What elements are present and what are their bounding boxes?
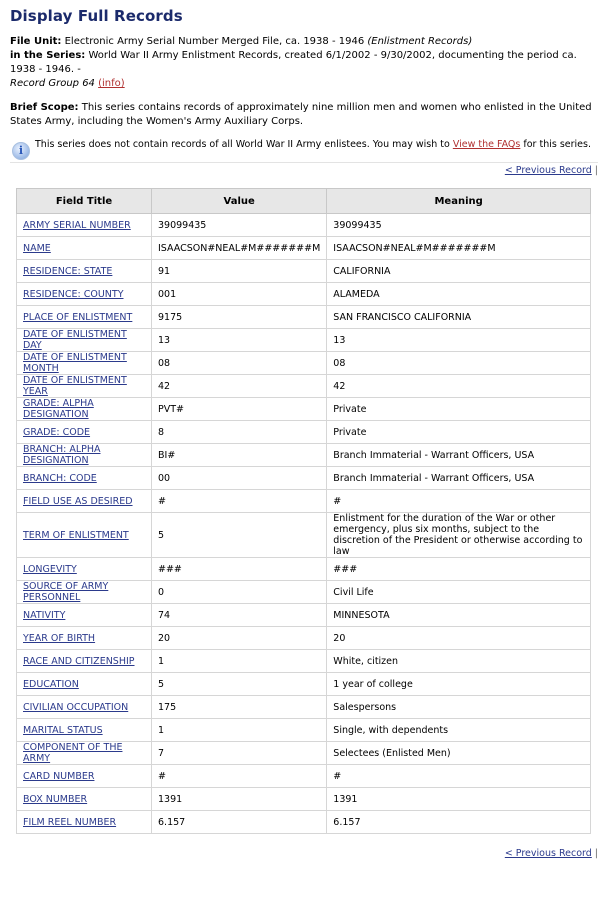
field-title-cell [17, 398, 152, 421]
field-title-link[interactable]: SOURCE OF ARMY PERSONNEL [23, 581, 109, 603]
meaning-cell: MINNESOTA [327, 604, 591, 627]
field-title-link[interactable]: FIELD USE AS DESIRED [23, 495, 133, 507]
table-row [17, 604, 591, 627]
field-title-link[interactable]: ARMY SERIAL NUMBER [23, 219, 131, 231]
series-value: World War II Army Enlistment Records, created 6/1/2002 - 9/30/2002, documenting the period ca. 1938 - 1946. - [10, 50, 577, 75]
field-title-link[interactable]: EDUCATION [23, 678, 79, 690]
value-cell: ### [152, 558, 327, 581]
value-cell: 00 [152, 467, 327, 490]
field-title-cell [17, 260, 152, 283]
value-cell: 74 [152, 604, 327, 627]
value-cell: 7 [152, 742, 327, 765]
field-title-link[interactable]: DATE OF ENLISTMENT DAY [23, 329, 127, 351]
field-title-link[interactable]: RACE AND CITIZENSHIP [23, 655, 135, 667]
meaning-cell: 13 [327, 329, 591, 352]
meaning-cell: Private [327, 398, 591, 421]
table-row [17, 306, 591, 329]
meaning-cell: 20 [327, 627, 591, 650]
field-title-link[interactable]: NATIVITY [23, 609, 66, 621]
table-row [17, 696, 591, 719]
meaning-cell: ISAACSON#NEAL#M#######M [327, 237, 591, 260]
value-cell: 13 [152, 329, 327, 352]
table-row [17, 490, 591, 513]
meaning-cell: # [327, 490, 591, 513]
table-row [17, 444, 591, 467]
previous-record-link-top[interactable]: < Previous Record [504, 165, 592, 176]
meaning-cell: Selectees (Enlisted Men) [327, 742, 591, 765]
series-label: in the Series: [10, 50, 86, 61]
value-cell: 39099435 [152, 214, 327, 237]
meaning-cell: 42 [327, 375, 591, 398]
field-title-link[interactable]: CIVILIAN OCCUPATION [23, 701, 129, 713]
meaning-cell: Civil Life [327, 581, 591, 604]
info-icon: i [12, 142, 30, 160]
field-title-link[interactable]: TERM OF ENLISTMENT [23, 529, 129, 541]
field-title-link[interactable]: COMPONENT OF THE ARMY [23, 742, 123, 764]
field-title-link[interactable]: FILM REEL NUMBER [23, 816, 117, 828]
field-title-cell [17, 513, 152, 558]
page-title: Display Full Records [10, 7, 183, 25]
field-title-link[interactable]: GRADE: ALPHA DESIGNATION [23, 398, 94, 420]
value-cell: PVT# [152, 398, 327, 421]
meaning-cell: # [327, 765, 591, 788]
table-row [17, 581, 591, 604]
field-title-cell [17, 742, 152, 765]
header-value: Value [152, 189, 327, 214]
field-title-link[interactable]: YEAR OF BIRTH [23, 632, 96, 644]
field-title-link[interactable]: RESIDENCE: STATE [23, 265, 113, 277]
file-unit-label: File Unit: [10, 36, 62, 47]
field-title-cell [17, 352, 152, 375]
bottom-nav [10, 847, 598, 861]
records-table [16, 188, 591, 834]
field-title-link[interactable]: DATE OF ENLISTMENT MONTH [23, 352, 127, 374]
notice-box [10, 138, 598, 156]
field-title-link[interactable]: NAME [23, 242, 51, 254]
meaning-cell: Enlistment for the duration of the War or other emergency, plus six months, subject to the discretion of the President or otherwise according to law [327, 513, 591, 558]
value-cell: 9175 [152, 306, 327, 329]
table-row [17, 719, 591, 742]
table-row [17, 260, 591, 283]
value-cell: 1 [152, 719, 327, 742]
table-row [17, 558, 591, 581]
meaning-cell: Single, with dependents [327, 719, 591, 742]
value-cell: BI# [152, 444, 327, 467]
value-cell: # [152, 765, 327, 788]
divider [10, 162, 598, 163]
value-cell: # [152, 490, 327, 513]
brief-scope-text: This series contains records of approximately nine million men and women who enlisted in the United States Army, including the Women's Army Auxiliary Corps. [10, 102, 592, 127]
value-cell: 0 [152, 581, 327, 604]
top-nav [10, 164, 598, 178]
field-title-link[interactable]: CARD NUMBER [23, 770, 95, 782]
header-field-title: Field Title [17, 189, 152, 214]
field-title-cell [17, 283, 152, 306]
notice-text: This series does not contain records of all World War II Army enlistees. You may wish to [35, 139, 450, 150]
meaning-cell: 1391 [327, 788, 591, 811]
field-title-cell [17, 421, 152, 444]
table-row [17, 742, 591, 765]
value-cell: 42 [152, 375, 327, 398]
field-title-cell [17, 696, 152, 719]
field-title-cell [17, 237, 152, 260]
header-meaning: Meaning [327, 189, 591, 214]
notice-text-end: for this series. [523, 139, 591, 150]
field-title-cell [17, 581, 152, 604]
table-row [17, 375, 591, 398]
meaning-cell: Branch Immaterial - Warrant Officers, USA [327, 467, 591, 490]
table-row [17, 237, 591, 260]
field-title-cell [17, 444, 152, 467]
meaning-cell: Salespersons [327, 696, 591, 719]
table-row [17, 467, 591, 490]
table-row [17, 627, 591, 650]
value-cell: 1391 [152, 788, 327, 811]
faq-link[interactable]: View the FAQs [452, 139, 521, 150]
meaning-cell: ### [327, 558, 591, 581]
nav-separator-bottom: | [594, 848, 598, 859]
previous-record-link-bottom[interactable]: < Previous Record [504, 848, 592, 859]
field-title-link[interactable]: RESIDENCE: COUNTY [23, 288, 124, 300]
field-title-link[interactable]: DATE OF ENLISTMENT YEAR [23, 375, 127, 397]
brief-scope [10, 101, 598, 129]
value-cell: 5 [152, 513, 327, 558]
meaning-cell: 1 year of college [327, 673, 591, 696]
field-title-cell [17, 719, 152, 742]
value-cell: 8 [152, 421, 327, 444]
info-link[interactable]: (info) [98, 78, 125, 89]
field-title-link[interactable]: MARITAL STATUS [23, 724, 103, 736]
value-cell: 20 [152, 627, 327, 650]
table-row [17, 788, 591, 811]
meaning-cell: 6.157 [327, 811, 591, 834]
meaning-cell: CALIFORNIA [327, 260, 591, 283]
field-title-link[interactable]: PLACE OF ENLISTMENT [23, 311, 133, 323]
field-title-cell [17, 306, 152, 329]
field-title-link[interactable]: BRANCH: CODE [23, 472, 97, 484]
meaning-cell: ALAMEDA [327, 283, 591, 306]
field-title-cell [17, 467, 152, 490]
field-title-cell [17, 329, 152, 352]
table-row [17, 352, 591, 375]
table-row [17, 421, 591, 444]
meaning-cell: Branch Immaterial - Warrant Officers, USA [327, 444, 591, 467]
field-title-cell [17, 788, 152, 811]
meaning-cell: White, citizen [327, 650, 591, 673]
table-row [17, 765, 591, 788]
field-title-cell [17, 558, 152, 581]
value-cell: 1 [152, 650, 327, 673]
field-title-cell [17, 673, 152, 696]
value-cell: 08 [152, 352, 327, 375]
value-cell: 001 [152, 283, 327, 306]
meaning-cell: 08 [327, 352, 591, 375]
table-row [17, 329, 591, 352]
field-title-cell [17, 490, 152, 513]
meaning-cell: SAN FRANCISCO CALIFORNIA [327, 306, 591, 329]
field-title-cell [17, 375, 152, 398]
table-row [17, 650, 591, 673]
value-cell: ISAACSON#NEAL#M#######M [152, 237, 327, 260]
meaning-cell: 39099435 [327, 214, 591, 237]
table-row [17, 513, 591, 558]
field-title-cell [17, 765, 152, 788]
table-row [17, 811, 591, 834]
nav-separator-top: | [594, 165, 598, 176]
value-cell: 6.157 [152, 811, 327, 834]
meaning-cell: Private [327, 421, 591, 444]
field-title-cell [17, 650, 152, 673]
file-unit-info [10, 35, 598, 91]
file-unit-value: Electronic Army Serial Number Merged File, ca. 1938 - 1946 [64, 36, 365, 47]
value-cell: 175 [152, 696, 327, 719]
field-title-link[interactable]: LONGEVITY [23, 563, 77, 575]
table-row [17, 214, 591, 237]
field-title-link[interactable]: GRADE: CODE [23, 426, 91, 438]
table-row [17, 673, 591, 696]
brief-scope-label: Brief Scope: [10, 102, 79, 113]
field-title-cell [17, 214, 152, 237]
value-cell: 91 [152, 260, 327, 283]
field-title-cell [17, 604, 152, 627]
field-title-cell [17, 811, 152, 834]
file-unit-note: (Enlistment Records) [367, 36, 473, 47]
record-group: Record Group 64 [10, 78, 95, 89]
table-row [17, 398, 591, 421]
field-title-link[interactable]: BOX NUMBER [23, 793, 88, 805]
field-title-cell [17, 627, 152, 650]
value-cell: 5 [152, 673, 327, 696]
table-row [17, 283, 591, 306]
field-title-link[interactable]: BRANCH: ALPHA DESIGNATION [23, 444, 101, 466]
